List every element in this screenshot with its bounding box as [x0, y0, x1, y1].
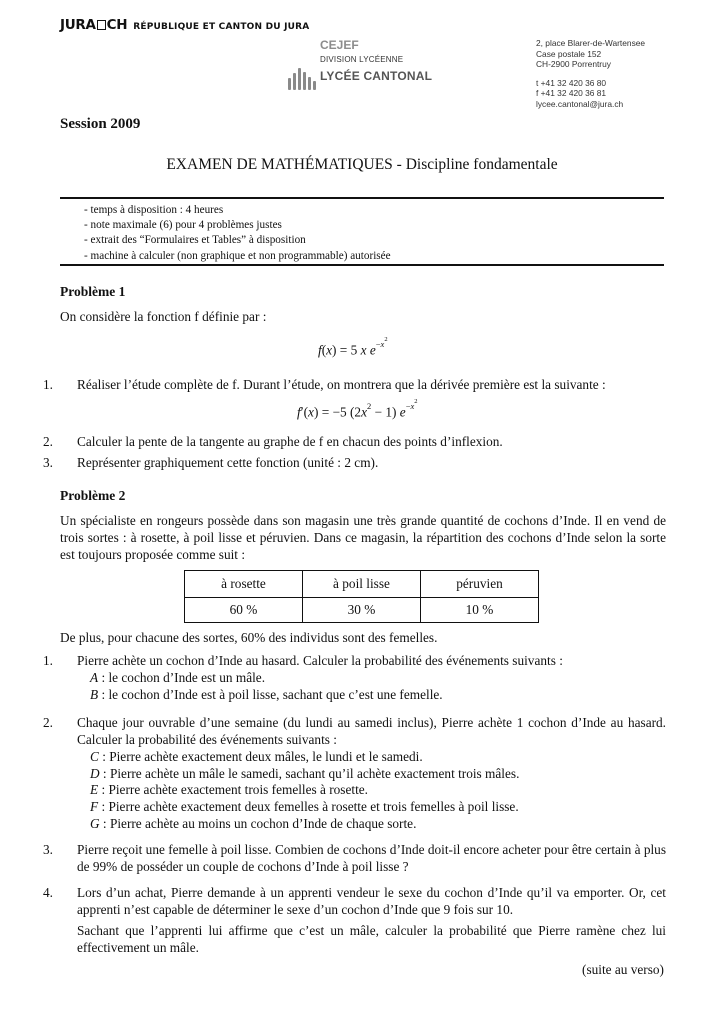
problem1-heading: Problème 1	[60, 284, 126, 299]
table-cell: 30 %	[303, 598, 421, 623]
event-f: F : Pierre achète exactement deux femelles à rosette et trois femelles à poil lisse.	[90, 799, 519, 814]
problem1-item-3: 3. Représenter graphiquement cette fonction (unité : 2 cm).	[43, 455, 379, 470]
session-label: Session 2009	[60, 116, 141, 132]
problem2-question-1: 1. Pierre achète un cochon d’Inde au hasard. Calculer la probabilité des événements suivants :	[43, 653, 563, 668]
table-header-cell: péruvien	[421, 571, 539, 598]
event-g: G : Pierre achète au moins un cochon d’Inde de chaque sorte.	[90, 816, 417, 831]
page-title: EXAMEN DE MATHÉMATIQUES - Discipline fondamentale	[166, 156, 558, 173]
problem2-question-4: 4. Lors d’un achat, Pierre demande à un apprenti vendeur le sexe du cochon d’Inde qu’il va emporter. Or, cet apprenti n’est capable de déterminer le sexe d’un cochon d’Inde que 9 fois sur 10.	[43, 885, 666, 917]
event-a: A : le cochon d’Inde est un mâle.	[90, 670, 266, 685]
derivative-formula: f′(x) = −5 $(2x^2 - 1)$ $e^{-x^2}$	[297, 398, 418, 420]
table-header-row	[185, 571, 539, 598]
continued-note: (suite au verso)	[582, 962, 664, 977]
divider-top	[60, 197, 664, 199]
problem1-intro: On considère la fonction f définie par :	[60, 309, 267, 324]
address-block: 2, place Blarer-de-Wartensee Case postale 152 CH-2900 Porrentruy t +41 32 420 36 80 f +41 32 420 36 81 lycee.cantonal@jura.ch	[536, 38, 646, 109]
event-e: E : Pierre achète exactement trois femelles à rosette.	[90, 782, 368, 797]
problem2-after-table: De plus, pour chacune des sortes, 60% des individus sont des femelles.	[60, 630, 438, 645]
problem2-heading: Problème 2	[60, 488, 126, 503]
condition-item: - temps à disposition : 4 heures	[84, 204, 224, 216]
problem1-item-1: 1. Réaliser l’étude complète de f. Durant l’étude, on montrera que la dérivée première est la suivante :	[43, 377, 606, 392]
problem2-question-3: 3. Pierre reçoit une femelle à poil lisse. Combien de cochons d’Inde doit-il encore acheter pour être certain à plus de 99% de posséder un couple de cochons d’Inde à poil lisse ?	[43, 842, 666, 874]
cejef-label: CEJEF	[320, 38, 359, 52]
problem2-intro: Un spécialiste en rongeurs possède dans son magasin une très grande quantité de cochons d’Inde. Il en vend de trois sortes : à rosette, à poil lisse et péruvien. Dans ce magasin, la répartition des cochons d’Inde selon la sorte est toujours proposée comme suit :	[60, 513, 666, 562]
table-header-cell: à rosette	[185, 571, 303, 598]
problem2-question-2: 2. Chaque jour ouvrable d’une semaine (du lundi au samedi inclus), Pierre achète 1 cochon d’Inde au hasard. Calculer la probabilité des événements suivants :	[43, 715, 666, 747]
table-header-cell: à poil lisse	[303, 571, 421, 598]
lycee-bars-icon	[288, 66, 318, 90]
condition-item: - extrait des “Formulaires et Tables” à disposition	[84, 234, 306, 247]
republique-label: RÉPUBLIQUE ET CANTON DU JURA	[133, 22, 310, 32]
divider-bottom	[60, 264, 664, 266]
event-c: C : Pierre achète exactement deux mâles, le lundi et le samedi.	[90, 749, 423, 764]
email-text: lycee.cantonal@jura.ch	[536, 98, 624, 109]
table-row	[185, 598, 539, 623]
lycee-logo	[288, 38, 488, 98]
division-label: DIVISION LYCÉENNE	[320, 55, 404, 64]
condition-item: - note maximale (6) pour 4 problèmes justes	[84, 219, 282, 232]
function-definition: f(x) = 5 x $e^{-x^2}$	[318, 336, 388, 358]
lycee-label: LYCÉE CANTONAL	[320, 69, 433, 83]
conditions-list	[84, 203, 391, 264]
condition-item: - machine à calculer (non graphique et non programmable) autorisée	[84, 249, 391, 262]
jura-logo: JURA CH	[60, 17, 128, 33]
problem1-item-2: 2. Calculer la pente de la tangente au graphe de f en chacun des points d’inflexion.	[43, 434, 503, 449]
distribution-table	[184, 570, 539, 623]
problem2-question-4-part-2: Sachant que l’apprenti lui affirme que c’est un mâle, calculer la probabilité que Pierre ramène chez lui effectivement un mâle.	[77, 923, 666, 955]
canton-header	[60, 17, 309, 33]
table-cell: 10 %	[421, 598, 539, 623]
event-b: B : le cochon d’Inde est à poil lisse, sachant que c’est une femelle.	[90, 687, 443, 702]
table-cell: 60 %	[185, 598, 303, 623]
event-d: D : Pierre achète un mâle le samedi, sachant qu’il achète exactement trois mâles.	[90, 766, 520, 781]
canton-emblem-icon	[97, 20, 106, 30]
